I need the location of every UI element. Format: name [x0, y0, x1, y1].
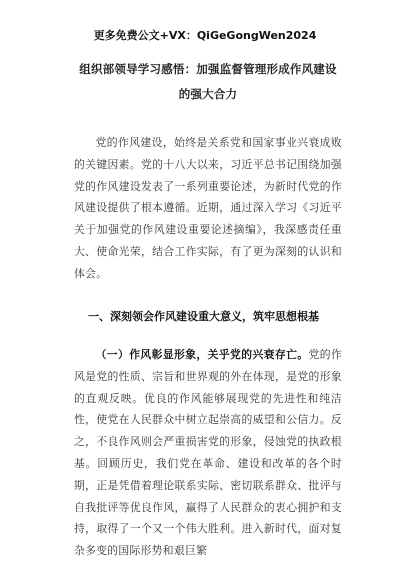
- section-1-paragraph: [74, 344, 342, 562]
- intro-paragraph: 党的作风建设，始终是关系党和国家事业兴衰成败的关键因素。党的十八大以来，习近平总书记围绕加强党的作风建设发表了一系列重要论述，为新时代党的作风建设提供了根本遵循。近期，通过深入学习《习近平关于加强党的作风建设重要论述摘编》，我深感责任重大、使命光荣，结合工作实际，有了更为深刻的认识和体会。: [74, 136, 342, 280]
- document-title: 组织部领导学习感悟：加强监督管理形成作风建设的强大合力: [79, 62, 337, 101]
- subsection-body: 党的作风是党的性质、宗旨和世界观的外在体现，是党的形象的直观反映。优良的作风能够展现党的先进性和纯洁性，使党在人民群众中树立起崇高的威望和公信力。反之，不良作风则会严重损害党的形象，侵蚀党的执政根基。回顾历史，我们党在革命、建设和改革的各个时期，正是凭借着理论联系实际、密切联系群众、批评与自我批评等优良作风，赢得了人民群众的衷心拥护和支持，取得了一个又一个伟大胜利。进入新时代，面对复杂多变的国际形势和艰巨繁: [74, 348, 342, 558]
- section-heading-1: 一、深刻领会作风建设重大意义，筑牢思想根基: [88, 310, 319, 323]
- subsection-lead: （一）作风彰显形象，关乎党的兴衰存亡。: [95, 348, 309, 361]
- header-promo-text: 更多免费公文+VX：QiGeGongWen2024: [93, 29, 317, 42]
